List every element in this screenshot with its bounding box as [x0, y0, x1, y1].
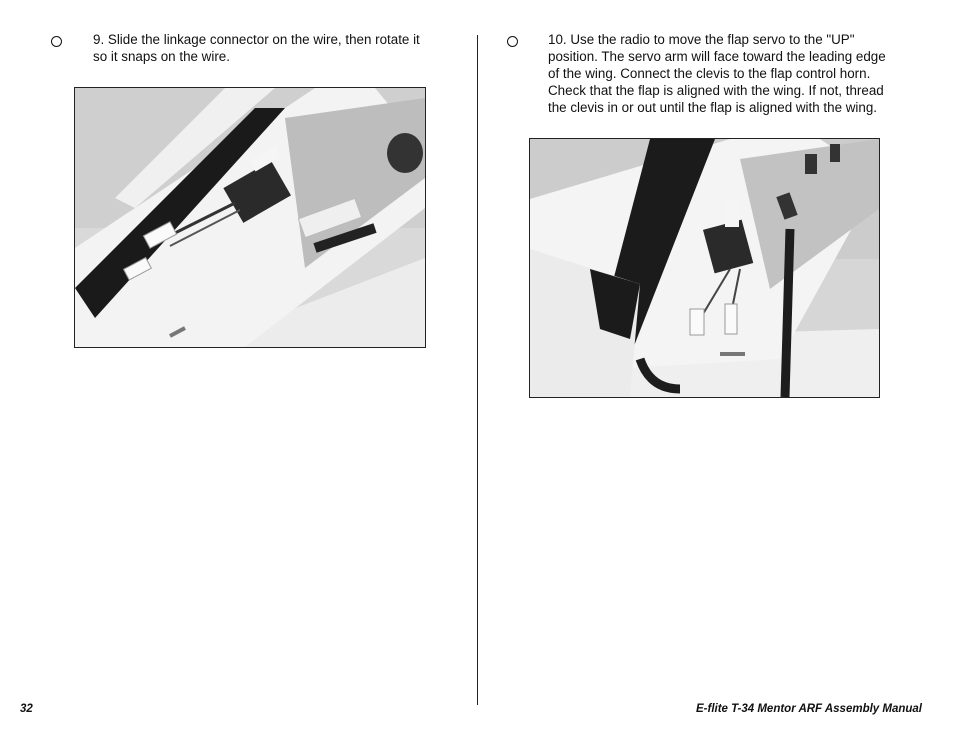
step-9-line-1: 9. Slide the linkage connector on the wire, then rotate it [93, 32, 420, 47]
step-10-line-3: of the wing. Connect the clevis to the flap control horn. [548, 66, 871, 81]
page-number: 32 [20, 703, 33, 715]
checkbox-bullet-step-9[interactable] [51, 36, 62, 47]
step-10-line-1: 10. Use the radio to move the flap servo to the "UP" [548, 32, 855, 47]
step-9-instruction [93, 31, 420, 65]
step-9-line-2: so it snaps on the wire. [93, 49, 230, 64]
step-10-instruction [548, 31, 886, 116]
servo-linkage-photo [74, 87, 426, 348]
step-10-line-5: the clevis in or out until the flap is aligned with the wing. [548, 100, 877, 115]
manual-title: E-flite T-34 Mentor ARF Assembly Manual [696, 703, 922, 715]
flap-alignment-photo [529, 138, 880, 398]
checkbox-bullet-step-10[interactable] [507, 36, 518, 47]
column-divider [477, 35, 478, 705]
step-10-line-2: position. The servo arm will face toward the leading edge [548, 49, 886, 64]
step-10-line-4: Check that the flap is aligned with the wing. If not, thread [548, 83, 884, 98]
